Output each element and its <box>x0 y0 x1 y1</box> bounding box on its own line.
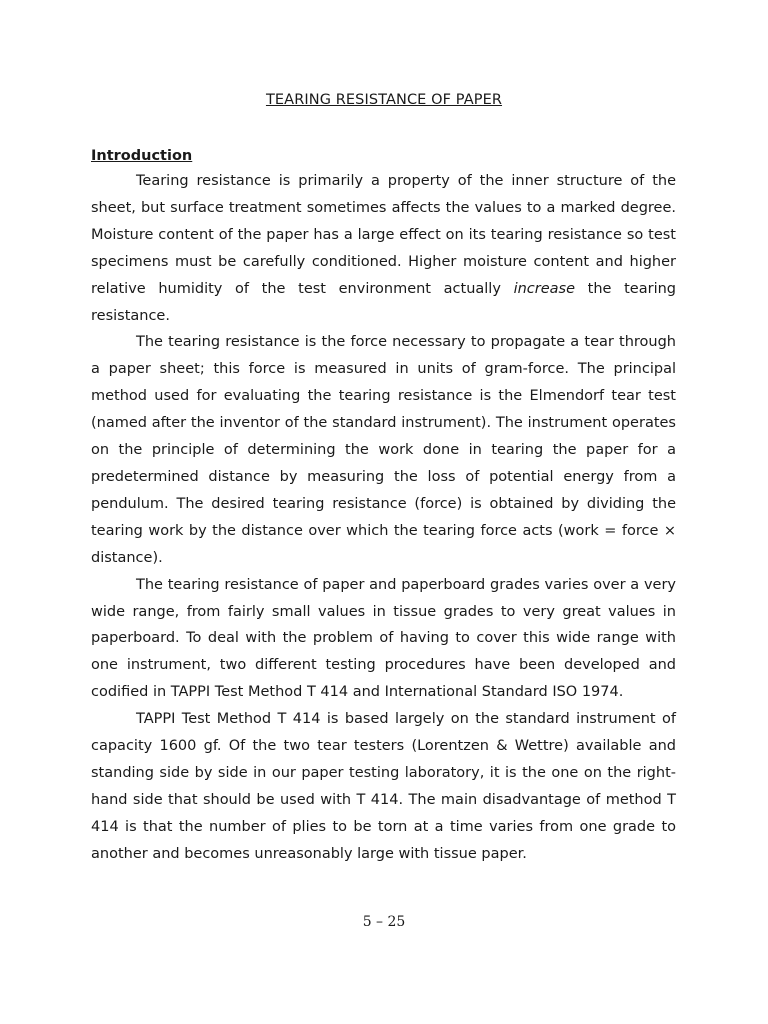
page-number: 5 – 25 <box>362 914 406 930</box>
document-body <box>91 144 676 868</box>
section-heading-introduction: Introduction <box>91 148 193 164</box>
paragraph-1 <box>91 168 676 329</box>
paragraph-1-text-a: Tearing resistance is primarily a property of the inner structure of the sheet, but surface treatment sometimes affects the values to a marked degree. Moisture content of the paper has a large effect on its tearing resistance so test specimens must be carefully conditioned. Higher moisture content and higher relative humidity of the test environment actually <box>91 173 676 297</box>
paragraph-2: The tearing resistance is the force necessary to propagate a tear through a paper sheet; this force is measured in units of gram-force. The principal method used for evaluating the tearing resistance is the Elmendorf tear test (named after the inventor of the standard instrument). The instrument operates on the principle of determining the work done in tearing the paper for a predetermined distance by measuring the loss of potential energy from a pendulum. The desired tearing resistance (force) is obtained by dividing the tearing work by the distance over which the tearing force acts (work = force × distance). <box>91 334 676 566</box>
paragraph-3: The tearing resistance of paper and paperboard grades varies over a very wide range, from fairly small values in tissue grades to very great values in paperboard. To deal with the problem of having to cover this wide range with one instrument, two different testing procedures have been developed and codified in TAPPI Test Method T 414 and International Standard ISO 1974. <box>91 576 676 701</box>
document-title: TEARING RESISTANCE OF PAPER <box>265 92 503 108</box>
paragraph-1-text-b: the tearing resistance. <box>91 280 676 324</box>
paragraph-1-italic-word: increase <box>513 280 575 297</box>
paragraph-4: TAPPI Test Method T 414 is based largely on the standard instrument of capacity 1600 gf. Of the two tear testers (Lorentzen & Wettre) available and standing side by side in our paper testing laboratory, it is the one on the right-hand side that should be used with T 414. The main disadvantage of method T 414 is that the number of plies to be torn at a time varies from one grade to another and becomes unreasonably large with tissue paper. <box>91 711 676 862</box>
